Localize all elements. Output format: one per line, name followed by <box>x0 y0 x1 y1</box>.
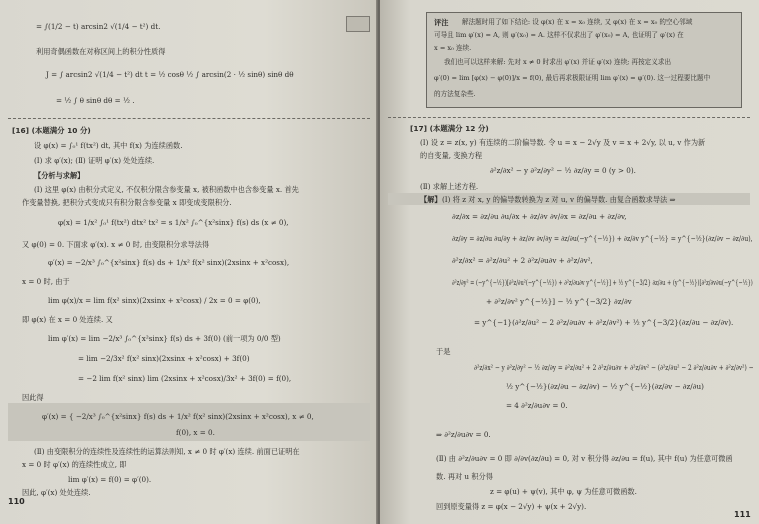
part2-limit: lim φ′(x) = f(0) = φ′(0). <box>68 475 152 484</box>
section-divider <box>8 118 370 119</box>
q17-part2: (Ⅱ) 求解上述方程. <box>420 182 479 191</box>
part2-paragraph: x = 0 时 φ′(x) 的连续性成立, 即 <box>22 460 127 469</box>
analysis-paragraph: (Ⅰ) 这里 φ(x) 由积分式定义, 不仅积分限含参变量 x, 被积函数中也含参变量 x. 首先 <box>34 185 299 194</box>
x0-line: x = 0 时, 由于 <box>22 277 70 286</box>
remark-label: 评注 <box>434 18 449 27</box>
remark-line: 的方法复杂些. <box>434 90 476 98</box>
continuity-line: 即 φ(x) 在 x = 0 处连续. 又 <box>22 315 113 324</box>
derivative-line: ∂²z/∂x² = ∂²z/∂u² + 2 ∂²z/∂u∂v + ∂²z/∂v², <box>452 256 593 265</box>
derivative-line: = 4 ∂²z/∂u∂v = 0. <box>506 401 568 410</box>
remark-line: 我们也可以这样来解: 先对 x ≠ 0 时求出 φ′(x) 并证 φ′(x) 连续; 再按定义求出 <box>444 58 672 66</box>
derivative-line: + ∂²z/∂v² y^{−½}] − ½ y^{−3/2} ∂z/∂v <box>486 297 632 306</box>
derivative-line: ∂²z/∂y² = (−y^{−½})[∂²z/∂u²(−y^{−½}) + ∂²z/∂u∂v y^{−½}] + ½ y^{−3/2} ∂z/∂u + (y^{−½})[∂²z/∂v∂u(−y^{−½}) <box>452 278 753 287</box>
q16-statement: 设 φ(x) = ∫₀¹ f(tx²) dt, 其中 f(x) 为连续函数. <box>34 141 183 150</box>
right-page <box>380 0 759 524</box>
part2-solution: 数. 再对 u 积分得 <box>436 472 493 481</box>
remark-line: 解法题时用了如下结论: 设 φ(x) 在 x = x₀ 连续, 又 φ(x) 在 x = x₀ 的空心邻域 <box>462 18 693 26</box>
derivative-line: ∂z/∂x = ∂z/∂u ∂u/∂x + ∂z/∂v ∂v/∂x = ∂z/∂u + ∂z/∂v, <box>452 212 627 221</box>
part2-solution: 回到原变量得 z = φ(x − 2√y) + ψ(x + 2√y). <box>436 502 587 511</box>
therefore-line: 因此得 <box>22 393 44 402</box>
q17-paragraph: (Ⅰ) 设 z = z(x, y) 有连续的二阶偏导数. 令 u = x − 2√y 及 v = x + 2√y, 以 u, v 作为新 <box>420 138 706 147</box>
solution-header: 【解】 <box>420 195 442 204</box>
derivative-line: ∂z/∂y = ∂z/∂u ∂u/∂y + ∂z/∂v ∂v/∂y = ∂z/∂u(−y^{−½}) + ∂z/∂v y^{−½} = y^{−½}(∂z/∂v − ∂z/∂u), <box>452 234 753 243</box>
analysis-header: 【分析与求解】 <box>34 171 85 180</box>
conclusion-line: 因此, φ′(x) 处处连续. <box>22 488 91 497</box>
parity-note: 利用奇偶函数在对称区间上的积分性质得 <box>36 47 166 56</box>
page-tab-marker <box>346 16 370 32</box>
piecewise-line2: f(0), x = 0. <box>176 428 215 437</box>
part2-solution: (Ⅱ) 由 ∂²z/∂u∂v = 0 即 ∂/∂v(∂z/∂u) = 0, 对 v 积分得 ∂z/∂u = f(u), 其中 f(u) 为任意可微函 <box>436 454 733 463</box>
q16-parts: (Ⅰ) 求 φ′(x); (Ⅱ) 证明 φ′(x) 处处连续. <box>34 156 155 165</box>
phi0-line: 又 φ(0) = 0. 下面求 φ′(x). x ≠ 0 时, 由变限积分求导法得 <box>22 240 210 249</box>
j-formula-line1: J = ∫ arcsin2 √(1/4 − t²) dt t = ½ cosθ ½ ∫ arcsin(2 · ½ sinθ) sinθ dθ <box>46 70 294 79</box>
limit-1: lim φ(x)/x = lim f(x² sinx)(2xsinx + x²cosx) / 2x = 0 = φ(0), <box>48 296 261 305</box>
piecewise-line1: φ′(x) = { −2/x³ ∫₀^{x²sinx} f(s) ds + 1/x² f(x² sinx)(2xsinx + x²cosx), x ≠ 0, <box>42 412 314 421</box>
q17-equation: ∂²z/∂x² − y ∂²z/∂y² − ½ ∂z/∂y = 0 (y > 0). <box>490 166 636 175</box>
q17-paragraph: 的自变量, 变换方程 <box>420 151 483 160</box>
remark-line: φ′(0) = lim [φ(x) − φ(0)]/x = f(0), 最后再求极限证明 lim φ′(x) = φ′(0). 这一过程要比题中 <box>434 74 711 82</box>
left-page <box>0 0 378 524</box>
analysis-paragraph: 作变量替换, 把积分式变成只有积分限含参变量 x 即变成变限积分. <box>22 198 232 207</box>
derivative-line: = y^{−1}(∂²z/∂u² − 2 ∂²z/∂u∂v + ∂²z/∂v²) + ½ y^{−3/2}(∂z/∂u − ∂z/∂v). <box>474 318 734 327</box>
page-number-left: 110 <box>8 497 25 506</box>
limit-4: = −2 lim f(x² sinx) lim (2xsinx + x²cosx)/3x² + 3f(0) = f(0), <box>78 374 292 383</box>
phi-definition: φ(x) = 1/x² ∫₀¹ f(tx²) dtx² tx² = s 1/x² ∫₀^{x²sinx} f(s) ds (x ≠ 0), <box>58 218 289 227</box>
remark-line: 可导且 lim φ′(x) = A, 则 φ′(x₀) = A. 这样不仅求出了 φ′(x₀) = A, 也证明了 φ′(x) 在 <box>434 31 684 39</box>
hence-label: 于是 <box>436 347 451 356</box>
derivative-line: ½ y^{−½}(∂z/∂u − ∂z/∂v) − ½ y^{−½}(∂z/∂v − ∂z/∂u) <box>506 382 704 391</box>
solution-paragraph: (Ⅰ) 将 z 对 x, y 的偏导数转换为 z 对 u, v 的偏导数. 由复合函数求导法 ⇒ <box>442 195 676 204</box>
remark-line: x = x₀ 连续. <box>434 44 472 52</box>
phi-derivative: φ′(x) = −2/x³ ∫₀^{x²sinx} f(s) ds + 1/x² f(x² sinx)(2xsinx + x²cosx), <box>48 258 290 267</box>
limit-3: = lim −2/3x² f(x² sinx)(2xsinx + x²cosx) + 3f(0) <box>78 354 250 363</box>
q16-header: [16] (本题满分 10 分) <box>12 126 91 135</box>
q17-header: [17] (本题满分 12 分) <box>410 124 489 133</box>
part2-paragraph: (Ⅱ) 由变限积分的连续性及连续性的运算法则知, x ≠ 0 时 φ′(x) 连续. 前面已证明在 <box>34 447 300 456</box>
derivative-line: ⇒ ∂²z/∂u∂v = 0. <box>436 430 491 439</box>
top-formula: = ∫(1/2 − t) arcsin2 √(1/4 − t²) dt. <box>36 22 161 31</box>
part2-solution: z = φ(u) + ψ(v), 其中 φ, ψ 为任意可微函数. <box>490 487 637 496</box>
section-divider <box>388 117 750 118</box>
j-formula-line2: = ½ ∫ θ sinθ dθ = ½ . <box>56 96 135 105</box>
limit-2: lim φ′(x) = lim −2/x³ ∫₀^{x²sinx} f(s) ds + 3f(0) (前一项为 0/0 型) <box>48 334 281 343</box>
derivative-line: ∂²z/∂x² − y ∂²z/∂y² − ½ ∂z/∂y = ∂²z/∂u² + 2 ∂²z/∂u∂v + ∂²z/∂v² − (∂²z/∂u² − 2 ∂²z/∂u∂v + ∂²z/∂v²) − <box>474 363 754 372</box>
page-number-right: 111 <box>734 510 751 519</box>
